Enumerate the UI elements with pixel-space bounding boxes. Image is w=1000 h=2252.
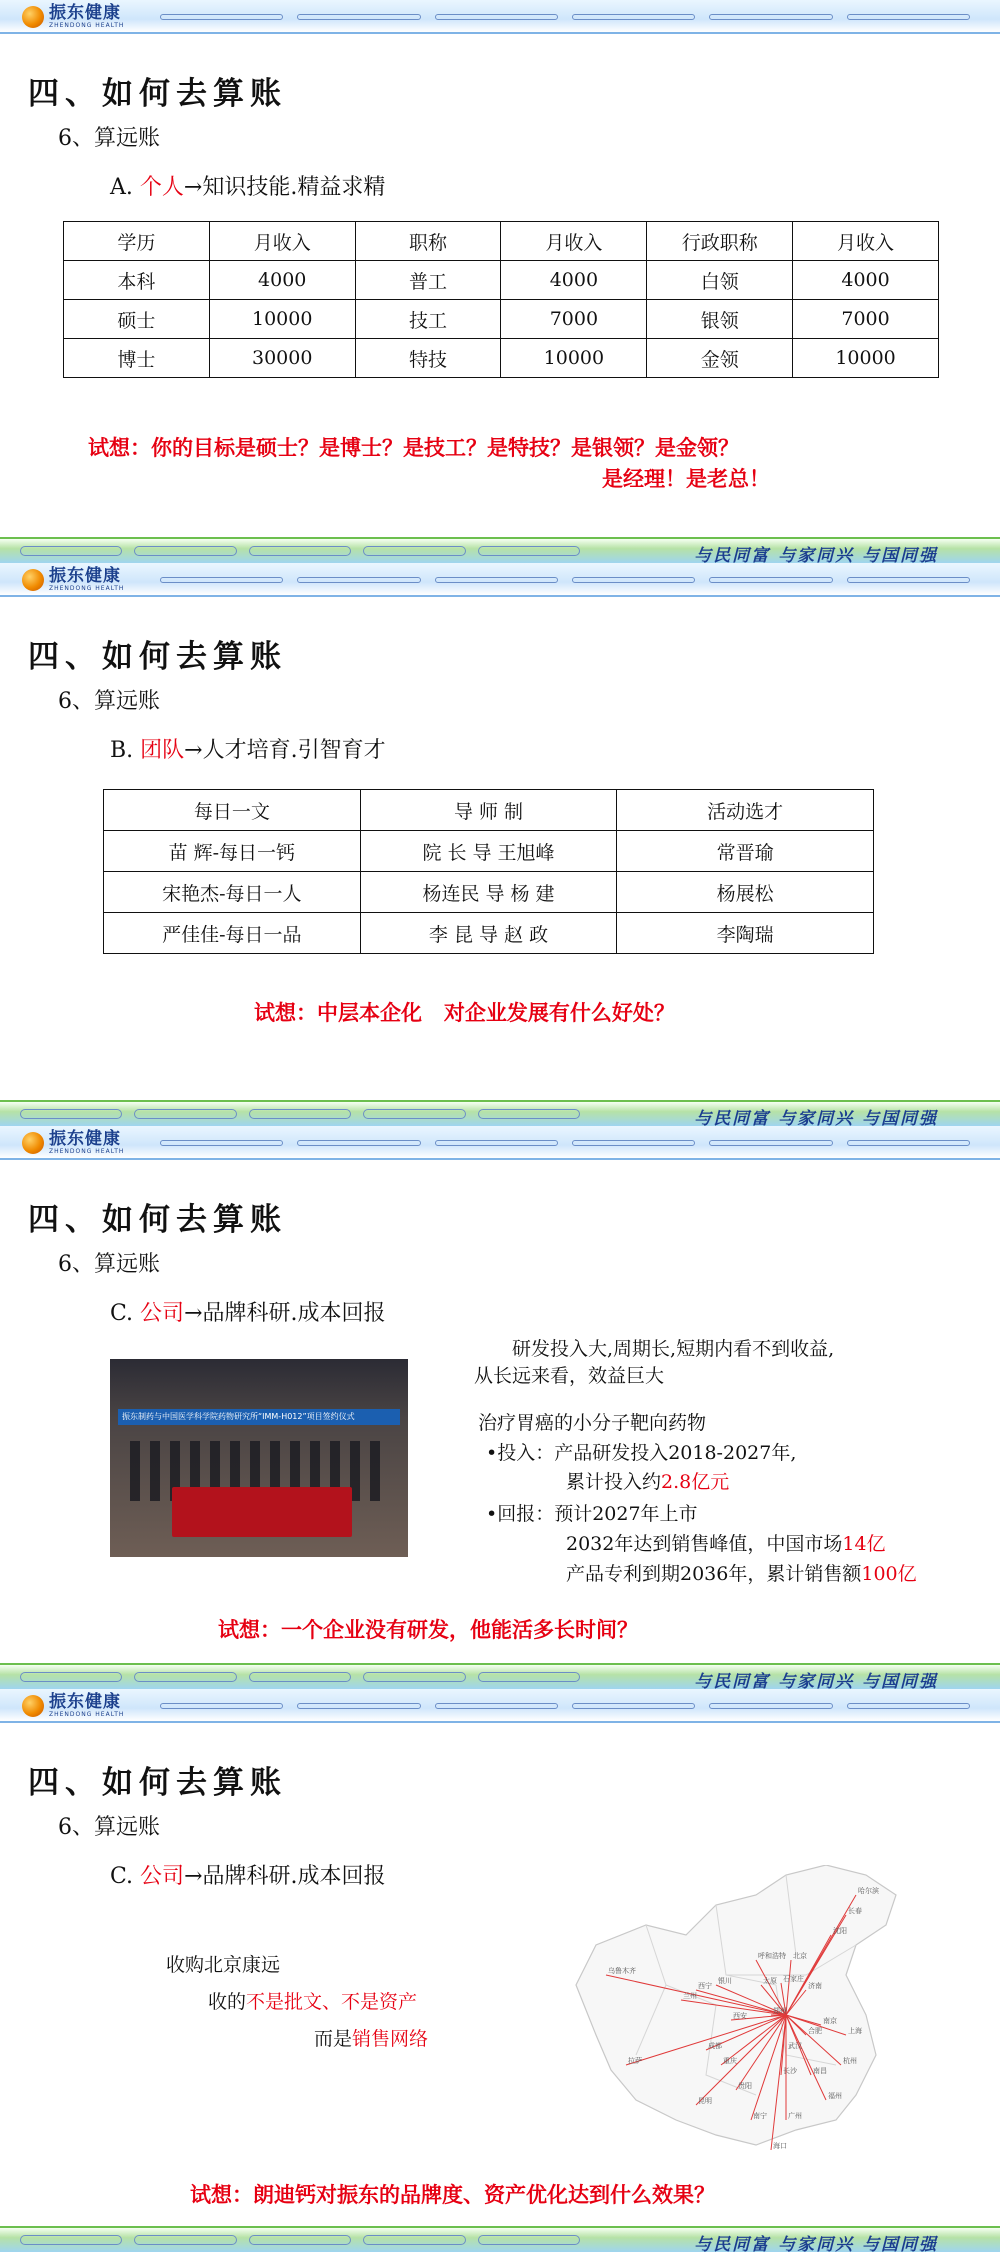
brand-logo [22, 1131, 124, 1155]
slide-team [0, 563, 1000, 1126]
table-cell: 严佳佳-每日一品 [104, 913, 361, 954]
city-label: 太原 [763, 1977, 777, 1985]
city-label: 武汉 [788, 2042, 802, 2050]
table-cell: 杨连民 导 杨 建 [360, 872, 617, 913]
top-banner [0, 1689, 1000, 1723]
table-cell: 每日一文 [104, 790, 361, 831]
return-line-3: 产品专利到期2036年，累计销售额100亿 [566, 1563, 917, 1585]
income-table [63, 221, 939, 378]
brand-name-cn: 振东健康 [49, 566, 121, 586]
invest-line-2: 累计投入约2.8亿元 [566, 1471, 730, 1493]
table-cell: 4000 [793, 261, 939, 300]
photo-banner-text: 振东制药与中国医学科学院药物研究所“IMM-H012”项目签约仪式 [118, 1409, 400, 1425]
acquisition-line-2: 收的不是批文、不是资产 [208, 1991, 418, 2013]
brand-name-en: ZHENDONG HEALTH [49, 585, 125, 592]
slide-title: 四、如何去算账 [28, 76, 287, 112]
city-label: 福州 [828, 2092, 842, 2100]
table-cell: 学历 [64, 222, 210, 261]
slogan: 与民同富 与家同兴 与国同强 [694, 1672, 938, 1689]
table-row [64, 261, 939, 300]
table-cell: 月收入 [793, 222, 939, 261]
banner-decoration [20, 1109, 580, 1119]
slogan: 与民同富 与家同兴 与国同强 [694, 546, 938, 563]
slide-company-network [0, 1689, 1000, 2252]
acquisition-line-1: 收购北京康远 [166, 1954, 281, 1976]
slogan: 与民同富 与家同兴 与国同强 [694, 2235, 938, 2252]
drug-name: 治疗胃癌的小分子靶向药物 [478, 1412, 707, 1434]
logo-mark-icon [22, 1132, 44, 1154]
acquisition-highlight-1: 不是批文、不是资产 [246, 1991, 418, 2013]
city-label: 北京 [793, 1952, 807, 1960]
table-cell: 特技 [355, 339, 501, 378]
table-cell: 10000 [501, 339, 647, 378]
table-cell: 10000 [793, 339, 939, 378]
table-row [104, 872, 874, 913]
table-cell: 李 昆 导 赵 政 [360, 913, 617, 954]
banner-decoration [20, 2235, 580, 2245]
question: 试想：一个企业没有研发，他能活多长时间？ [218, 1617, 638, 1642]
table-cell: 行政职称 [647, 222, 793, 261]
table-cell: 普工 [355, 261, 501, 300]
section-label: 6、算远账 [58, 126, 160, 151]
logo-mark-icon [22, 569, 44, 591]
table-cell: 金领 [647, 339, 793, 378]
subtitle-highlight: 公司 [140, 1864, 185, 1889]
city-label: 上海 [848, 2027, 862, 2035]
section-label: 6、算远账 [58, 689, 160, 714]
city-label: 哈尔滨 [858, 1887, 879, 1895]
bottom-banner [0, 2226, 1000, 2252]
subtitle: C. 公司→品牌科研.成本回报 [110, 1864, 386, 1889]
slide-title: 四、如何去算账 [28, 1765, 287, 1801]
subtitle-highlight: 公司 [140, 1301, 185, 1326]
city-label: 银川 [718, 1977, 732, 1985]
banner-decoration [20, 1672, 580, 1682]
slide-title: 四、如何去算账 [28, 1202, 287, 1238]
table-cell: 博士 [64, 339, 210, 378]
table-cell: 苗 辉-每日一钙 [104, 831, 361, 872]
city-label: 乌鲁木齐 [608, 1967, 636, 1975]
subtitle-highlight: 个人 [139, 175, 184, 200]
table-cell: 本科 [64, 261, 210, 300]
logo-mark-icon [22, 1695, 44, 1717]
banner-decoration [160, 10, 970, 24]
table-cell: 技工 [355, 300, 501, 339]
table-row [104, 790, 874, 831]
table-cell: 7000 [501, 300, 647, 339]
table-cell: 30000 [209, 339, 355, 378]
question-line-2: 是经理！是老总！ [602, 466, 770, 491]
section-label: 6、算远账 [58, 1252, 160, 1277]
subtitle: B. 团队→人才培育.引智育才 [110, 738, 386, 763]
city-label: 沈阳 [833, 1927, 847, 1935]
city-label: 西安 [733, 2012, 747, 2020]
table-cell: 月收入 [209, 222, 355, 261]
return-total: 100亿 [861, 1563, 917, 1585]
slogan: 与民同富 与家同兴 与国同强 [694, 1109, 938, 1126]
acquisition-highlight-2: 销售网络 [352, 2028, 429, 2050]
china-sales-network-map [556, 1865, 912, 2161]
city-label: 西宁 [698, 1982, 712, 1990]
subtitle: C. 公司→品牌科研.成本回报 [110, 1301, 386, 1326]
city-label: 成都 [708, 2042, 722, 2050]
table-cell: 常晋瑜 [617, 831, 874, 872]
brand-logo [22, 1694, 124, 1718]
banner-decoration [20, 546, 580, 556]
invest-line-1: •投入：产品研发投入2018-2027年, [486, 1442, 797, 1464]
table-row [104, 831, 874, 872]
city-label: 杭州 [843, 2057, 857, 2065]
city-label: 合肥 [808, 2027, 822, 2035]
city-label: 重庆 [723, 2057, 737, 2065]
table-cell: 李陶瑞 [617, 913, 874, 954]
return-line-2: 2032年达到销售峰值，中国市场14亿 [566, 1533, 886, 1555]
return-line-1: •回报：预计2027年上市 [486, 1503, 698, 1525]
table-row [64, 339, 939, 378]
bottom-banner [0, 1100, 1000, 1126]
city-label: 南宁 [753, 2112, 767, 2120]
logo-mark-icon [22, 6, 44, 28]
top-banner [0, 0, 1000, 34]
table-cell: 4000 [209, 261, 355, 300]
subtitle-highlight: 团队 [140, 738, 185, 763]
table-cell: 白领 [647, 261, 793, 300]
table-cell: 7000 [793, 300, 939, 339]
city-label: 石家庄 [783, 1975, 804, 1983]
invest-amount: 2.8亿元 [661, 1471, 730, 1493]
bottom-banner [0, 537, 1000, 563]
table-cell: 活动选才 [617, 790, 874, 831]
rd-intro-line-1: 研发投入大,周期长,短期内看不到收益, [512, 1338, 835, 1360]
brand-logo [22, 5, 124, 29]
city-label: 济南 [808, 1982, 822, 1990]
banner-decoration [160, 1699, 970, 1713]
banner-decoration [160, 1136, 970, 1150]
city-label: 南京 [823, 2017, 837, 2025]
banner-decoration [160, 573, 970, 587]
brand-name-en: ZHENDONG HEALTH [49, 22, 125, 29]
subtitle: A. 个人→知识技能.精益求精 [110, 175, 386, 200]
city-label: 呼和浩特 [758, 1952, 786, 1960]
top-banner [0, 1126, 1000, 1160]
brand-name-en: ZHENDONG HEALTH [49, 1711, 125, 1718]
signing-ceremony-photo [110, 1359, 408, 1557]
slide-personal [0, 0, 1000, 563]
rd-intro-line-2: 从长远来看，效益巨大 [474, 1365, 665, 1387]
question: 试想：朗迪钙对振东的品牌度、资产优化达到什么效果？ [190, 2182, 715, 2207]
city-label: 贵阳 [738, 2082, 752, 2090]
table-row [104, 913, 874, 954]
table-cell: 杨展松 [617, 872, 874, 913]
brand-name-cn: 振东健康 [49, 1129, 121, 1149]
table-cell: 导 师 制 [360, 790, 617, 831]
return-market: 14亿 [842, 1533, 886, 1555]
table-cell: 宋艳杰-每日一人 [104, 872, 361, 913]
city-label: 海口 [773, 2142, 787, 2150]
city-label: 拉萨 [628, 2057, 642, 2065]
table-cell: 银领 [647, 300, 793, 339]
brand-name-cn: 振东健康 [49, 1692, 121, 1712]
city-label: 郑州 [773, 2007, 787, 2015]
top-banner [0, 563, 1000, 597]
talent-table [103, 789, 874, 954]
table-cell: 职称 [355, 222, 501, 261]
table-cell: 硕士 [64, 300, 210, 339]
city-label: 兰州 [683, 1992, 697, 2000]
section-label: 6、算远账 [58, 1815, 160, 1840]
city-label: 南昌 [813, 2067, 827, 2075]
table-cell: 4000 [501, 261, 647, 300]
slide-company-rd [0, 1126, 1000, 1689]
city-label: 长沙 [783, 2067, 797, 2075]
table-cell: 院 长 导 王旭峰 [360, 831, 617, 872]
city-label: 长春 [848, 1907, 862, 1915]
table-cell: 10000 [209, 300, 355, 339]
brand-name-cn: 振东健康 [49, 3, 121, 23]
table-row [64, 300, 939, 339]
table-cell: 月收入 [501, 222, 647, 261]
slide-title: 四、如何去算账 [28, 639, 287, 675]
city-label: 广州 [788, 2112, 802, 2120]
brand-logo [22, 568, 124, 592]
city-label: 昆明 [698, 2097, 712, 2105]
question: 试想：中层本企化 对企业发展有什么好处？ [254, 1000, 675, 1025]
table-row [64, 222, 939, 261]
question-line-1: 试想：你的目标是硕士？是博士？是技工？是特技？是银领？是金领？ [88, 435, 739, 460]
acquisition-line-3: 而是销售网络 [314, 2028, 429, 2050]
bottom-banner [0, 1663, 1000, 1689]
brand-name-en: ZHENDONG HEALTH [49, 1148, 125, 1155]
photo-table [172, 1487, 352, 1537]
